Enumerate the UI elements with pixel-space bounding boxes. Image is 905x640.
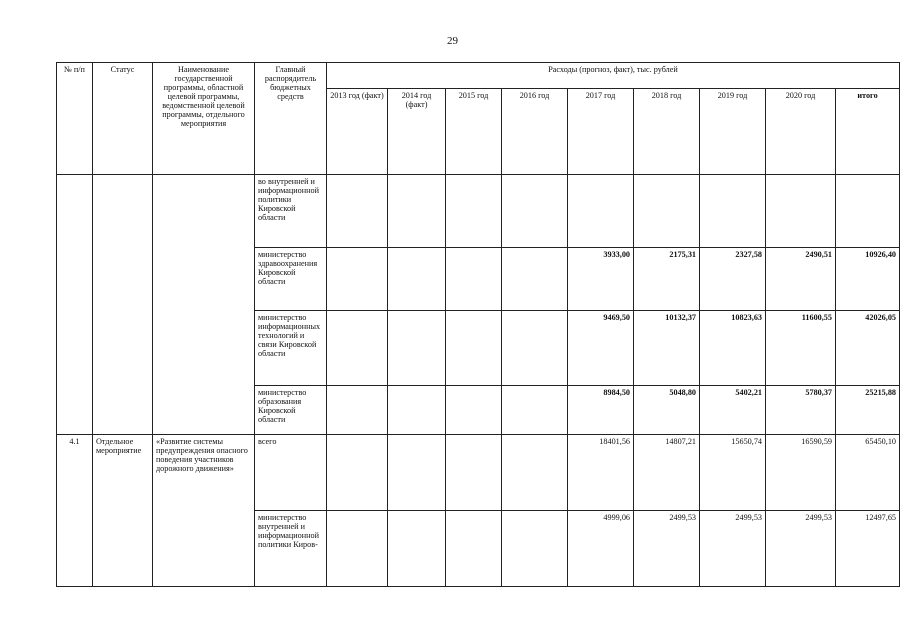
header-status: Статус xyxy=(93,63,153,175)
cell-value xyxy=(766,175,836,248)
cell-value xyxy=(327,175,388,248)
cell-value: 4999,06 xyxy=(568,511,634,587)
table-row xyxy=(57,435,900,511)
cell-value xyxy=(327,311,388,386)
cell-value: 8984,50 xyxy=(568,386,634,435)
cell-value: 2499,53 xyxy=(766,511,836,587)
header-year-2020: 2020 год xyxy=(766,89,836,175)
expenses-table xyxy=(56,62,900,587)
cell-num xyxy=(57,175,93,435)
cell-value xyxy=(388,386,446,435)
header-total: итого xyxy=(836,89,900,175)
header-expenses-title: Расходы (прогноз, факт), тыс. рублей xyxy=(327,63,900,89)
cell-name xyxy=(153,175,255,435)
cell-value: 18401,56 xyxy=(568,435,634,511)
cell-value xyxy=(446,175,502,248)
cell-manager: министерство информационных технологий и связи Кировской области xyxy=(255,311,327,386)
cell-value: 2499,53 xyxy=(634,511,700,587)
cell-value xyxy=(700,175,766,248)
header-year-2015: 2015 год xyxy=(446,89,502,175)
cell-manager: министерство здравоохранения Кировской области xyxy=(255,248,327,311)
cell-value xyxy=(446,311,502,386)
cell-status xyxy=(93,175,153,435)
cell-value: 10823,63 xyxy=(700,311,766,386)
cell-manager: всего xyxy=(255,435,327,511)
page-number: 29 xyxy=(447,35,458,47)
header-year-2017: 2017 год xyxy=(568,89,634,175)
table-row xyxy=(57,175,900,248)
cell-value: 10132,37 xyxy=(634,311,700,386)
cell-value: 42026,05 xyxy=(836,311,900,386)
cell-value xyxy=(502,511,568,587)
cell-value xyxy=(327,386,388,435)
cell-value: 3933,00 xyxy=(568,248,634,311)
cell-value xyxy=(634,175,700,248)
cell-value xyxy=(502,386,568,435)
header-year-2013: 2013 год (факт) xyxy=(327,89,388,175)
cell-value xyxy=(446,511,502,587)
cell-value: 2499,53 xyxy=(700,511,766,587)
cell-value xyxy=(502,311,568,386)
cell-value xyxy=(502,435,568,511)
cell-value: 11600,55 xyxy=(766,311,836,386)
cell-value xyxy=(502,175,568,248)
cell-value xyxy=(327,248,388,311)
cell-manager: министерство образования Кировской области xyxy=(255,386,327,435)
header-name: Наименование государственной программы, областной целевой программы, ведомственной целевой программы, отдельного мероприятия xyxy=(153,63,255,175)
header-manager: Главный распорядитель бюджетных средств xyxy=(255,63,327,175)
cell-value xyxy=(327,435,388,511)
cell-value: 25215,88 xyxy=(836,386,900,435)
cell-value xyxy=(388,248,446,311)
header-year-2019: 2019 год xyxy=(700,89,766,175)
cell-value: 2327,58 xyxy=(700,248,766,311)
cell-value: 15650,74 xyxy=(700,435,766,511)
cell-value: 2175,31 xyxy=(634,248,700,311)
cell-value xyxy=(502,248,568,311)
cell-name: «Развитие системы предупреждения опасного поведения участников дорожного движения» xyxy=(153,435,255,587)
cell-value xyxy=(836,175,900,248)
cell-status: Отдельное мероприятие xyxy=(93,435,153,587)
cell-manager: министерство внутренней и информационной политики Киров- xyxy=(255,511,327,587)
cell-value: 10926,40 xyxy=(836,248,900,311)
header-year-2018: 2018 год xyxy=(634,89,700,175)
cell-value: 12497,65 xyxy=(836,511,900,587)
cell-value: 2490,51 xyxy=(766,248,836,311)
cell-num: 4.1 xyxy=(57,435,93,587)
cell-value xyxy=(388,175,446,248)
cell-value: 16590,59 xyxy=(766,435,836,511)
cell-value: 5048,80 xyxy=(634,386,700,435)
cell-value: 65450,10 xyxy=(836,435,900,511)
cell-value xyxy=(446,386,502,435)
cell-value xyxy=(568,175,634,248)
cell-value xyxy=(446,248,502,311)
cell-value xyxy=(327,511,388,587)
cell-value xyxy=(388,435,446,511)
cell-value: 9469,50 xyxy=(568,311,634,386)
cell-value: 5402,21 xyxy=(700,386,766,435)
header-year-2014: 2014 год (факт) xyxy=(388,89,446,175)
cell-value xyxy=(388,511,446,587)
cell-value xyxy=(388,311,446,386)
cell-value xyxy=(446,435,502,511)
cell-manager: во внутренней и информационной политики Кировской области xyxy=(255,175,327,248)
header-num: № п/п xyxy=(57,63,93,175)
cell-value: 14807,21 xyxy=(634,435,700,511)
header-year-2016: 2016 год xyxy=(502,89,568,175)
cell-value: 5780,37 xyxy=(766,386,836,435)
